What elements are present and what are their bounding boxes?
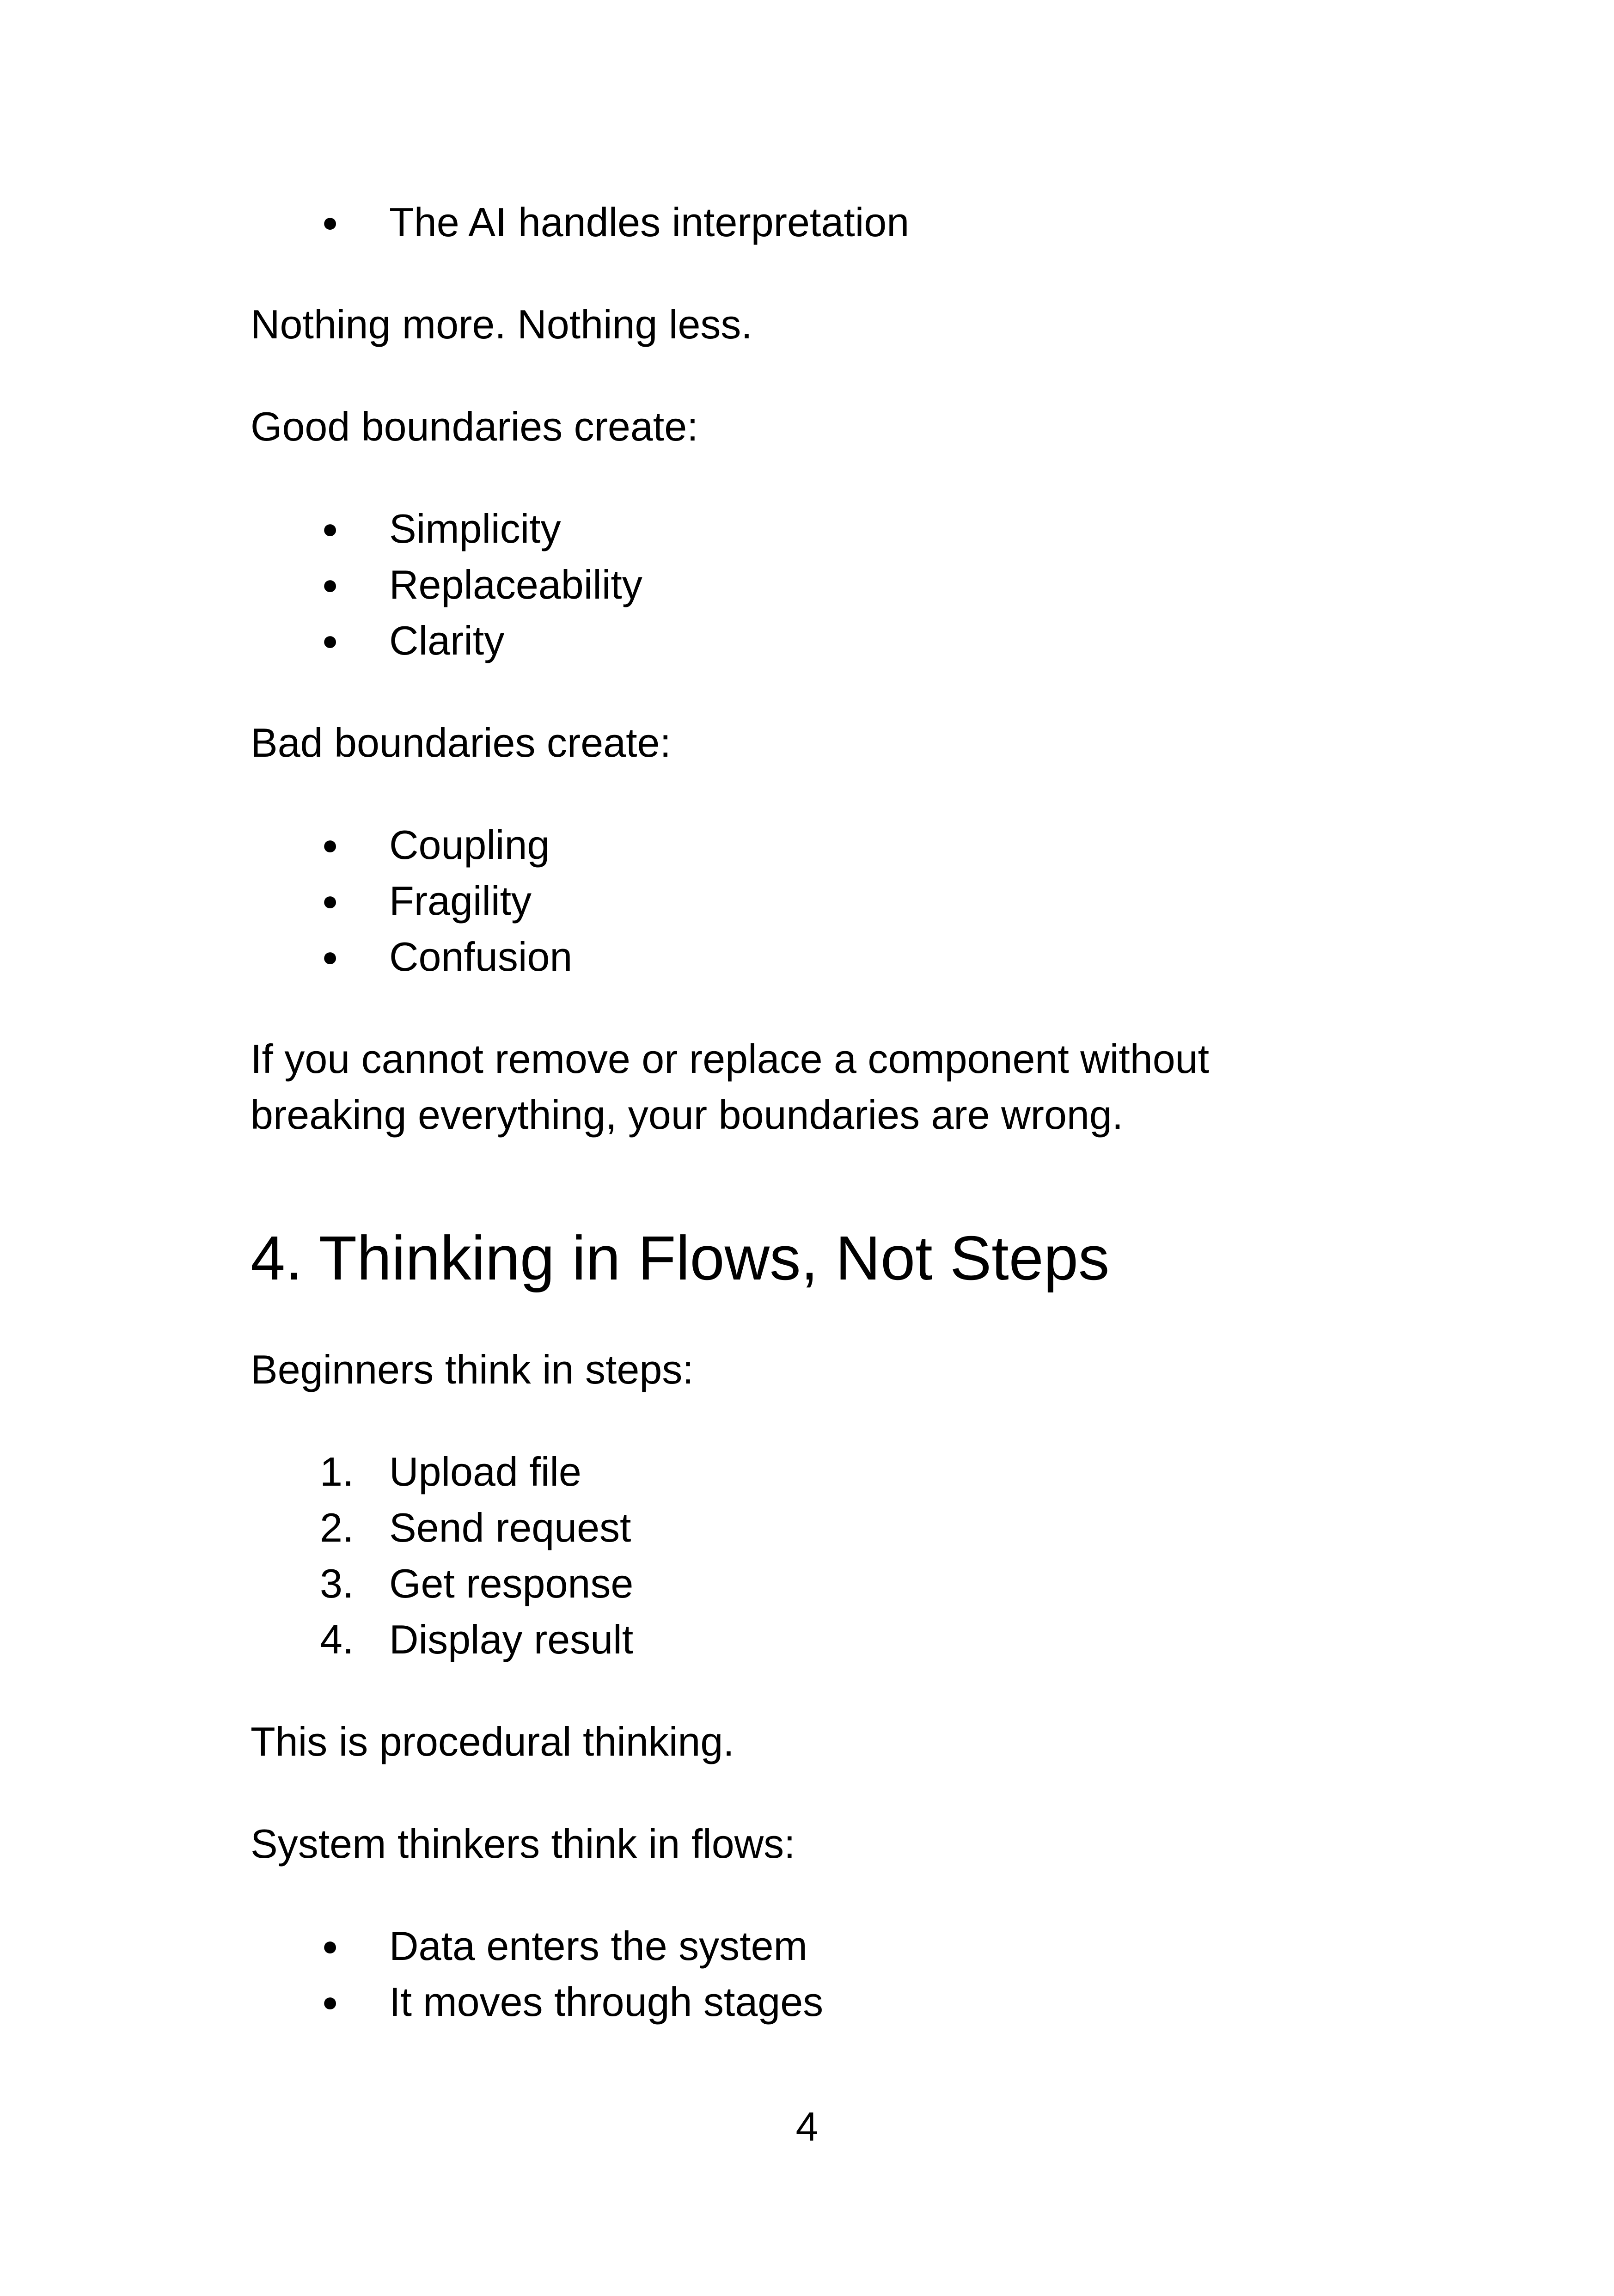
- list-item: [251, 1555, 1369, 1611]
- top-bullet-list: [251, 194, 1369, 250]
- paragraph: Good boundaries create:: [251, 404, 698, 449]
- bullet-icon: ●: [322, 941, 339, 972]
- bullet-icon: ●: [322, 885, 339, 916]
- list-item: [251, 1918, 1369, 1974]
- paragraph: System thinkers think in flows:: [251, 1821, 795, 1867]
- bad-boundaries-list: [251, 817, 1369, 985]
- list-item: [251, 1500, 1369, 1555]
- bullet-icon: ●: [322, 569, 339, 600]
- list-item-text: Display result: [389, 1616, 634, 1662]
- list-item: [251, 929, 1369, 985]
- list-item-text: Send request: [389, 1505, 631, 1550]
- section-heading: 4. Thinking in Flows, Not Steps: [251, 1223, 1110, 1293]
- list-item: [251, 1974, 1369, 2030]
- paragraph: This is procedural thinking.: [251, 1719, 734, 1764]
- list-item: [251, 557, 1369, 612]
- list-item-text: Fragility: [389, 878, 532, 924]
- list-item: [251, 1444, 1369, 1500]
- paragraph: Bad boundaries create:: [251, 720, 671, 765]
- list-item-text: Data enters the system: [389, 1923, 807, 1969]
- list-item: [251, 873, 1369, 929]
- paragraph: Beginners think in steps:: [251, 1347, 694, 1392]
- list-number: 2.: [320, 1505, 354, 1550]
- paragraph-line: If you cannot remove or replace a component without: [251, 1036, 1210, 1082]
- steps-list: [251, 1444, 1369, 1667]
- flow-list: [251, 1918, 1369, 2030]
- page-number: 4: [795, 2104, 819, 2149]
- list-item: [251, 817, 1369, 873]
- list-item-text: Replaceability: [389, 562, 642, 607]
- bullet-icon: ●: [322, 829, 339, 860]
- list-item-text: Coupling: [389, 822, 550, 868]
- list-item-text: Simplicity: [389, 506, 561, 551]
- list-item-text: Upload file: [389, 1449, 581, 1494]
- bullet-icon: ●: [322, 207, 339, 238]
- list-item: [251, 501, 1369, 557]
- list-item: [251, 194, 1369, 250]
- page-content: [251, 194, 1369, 2030]
- bullet-icon: ●: [322, 625, 339, 656]
- bullet-icon: ●: [322, 1986, 339, 2017]
- paragraph: Nothing more. Nothing less.: [251, 301, 752, 347]
- list-item-text: The AI handles interpretation: [389, 199, 910, 245]
- list-item: [251, 1611, 1369, 1667]
- list-item-text: Confusion: [389, 934, 573, 980]
- list-number: 4.: [320, 1616, 354, 1662]
- list-item-text: Get response: [389, 1561, 634, 1606]
- list-number: 1.: [320, 1449, 354, 1494]
- list-item-text: Clarity: [389, 618, 505, 663]
- list-number: 3.: [320, 1561, 354, 1606]
- bullet-icon: ●: [322, 1930, 339, 1961]
- list-item-text: It moves through stages: [389, 1979, 824, 2025]
- good-boundaries-list: [251, 501, 1369, 668]
- list-item: [251, 612, 1369, 668]
- bullet-icon: ●: [322, 513, 339, 544]
- paragraph-line: breaking everything, your boundaries are wrong.: [251, 1092, 1124, 1138]
